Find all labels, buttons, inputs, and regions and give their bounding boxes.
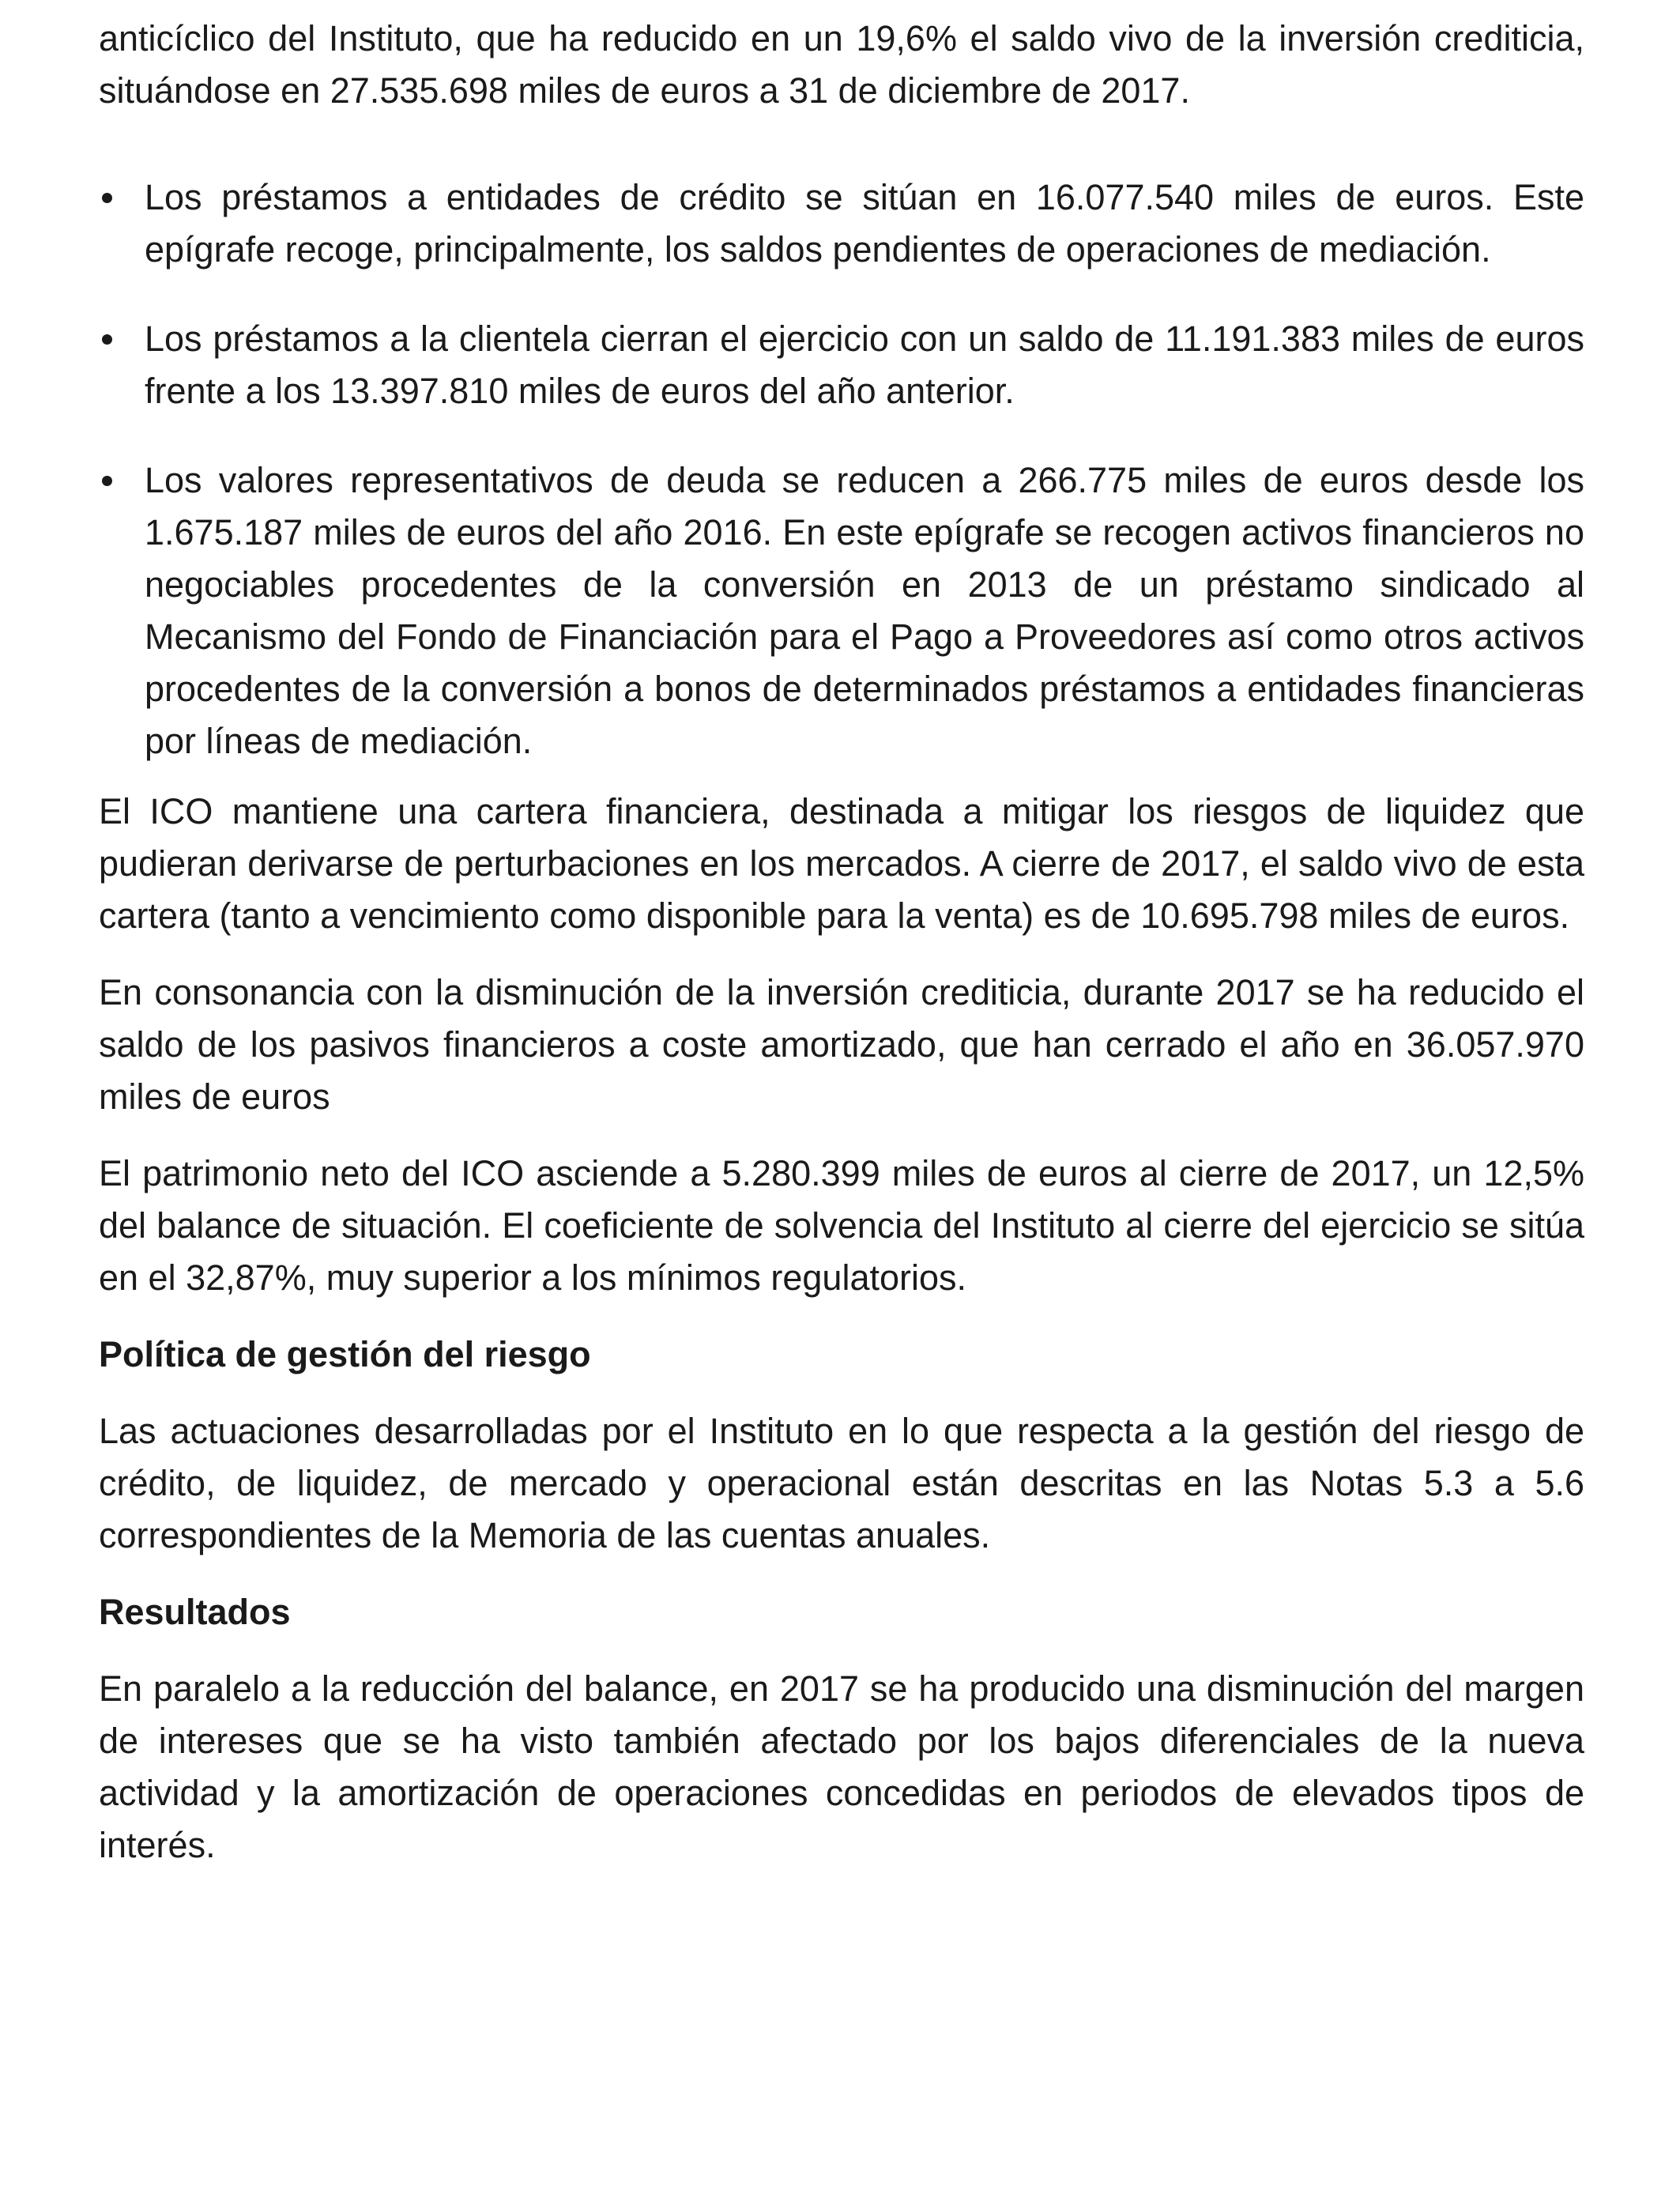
resultados-paragraph: En paralelo a la reducción del balance, en 2017 se ha producido una disminución del margen de intereses que se ha visto también afectado por los bajos diferenciales de la nueva actividad y la amortización de operaciones concedidas en periodos de elevados tipos de interés.	[99, 1668, 1584, 1865]
riesgo-paragraph: Las actuaciones desarrolladas por el Instituto en lo que respecta a la gestión del riesgo de crédito, de liquidez, de mercado y operacional están descritas en las Notas 5.3 a 5.6 correspondientes de la Memoria de las cuentas anuales.	[99, 1411, 1584, 1555]
bullet-icon	[102, 334, 112, 345]
list-item	[99, 172, 1584, 276]
bullet-list	[99, 172, 1584, 767]
patrimonio-paragraph: El patrimonio neto del ICO asciende a 5.280.399 miles de euros al cierre de 2017, un 12,5% del balance de situación. El coeficiente de solvencia del Instituto al cierre del ejercicio se sitúa en el 32,87%, muy superior a los mínimos regulatorios.	[99, 1153, 1584, 1298]
riesgo-heading: Política de gestión del riesgo	[99, 1334, 591, 1374]
bullet-text: Los préstamos a entidades de crédito se sitúan en 16.077.540 miles de euros. Este epígrafe recoge, principalmente, los saldos pendientes de operaciones de mediación.	[145, 177, 1584, 270]
bullet-icon	[102, 193, 112, 203]
bullet-icon	[102, 476, 112, 486]
pasivos-paragraph: En consonancia con la disminución de la inversión crediticia, durante 2017 se ha reducido el saldo de los pasivos financieros a coste amortizado, que han cerrado el año en 36.057.970 miles de euros	[99, 972, 1584, 1117]
list-item	[99, 454, 1584, 767]
intro-paragraph: anticíclico del Instituto, que ha reducido en un 19,6% el saldo vivo de la inversión crediticia, situándose en 27.535.698 miles de euros a 31 de diciembre de 2017.	[99, 18, 1584, 111]
list-item	[99, 313, 1584, 417]
resultados-heading: Resultados	[99, 1592, 291, 1632]
bullet-text: Los préstamos a la clientela cierran el ejercicio con un saldo de 11.191.383 miles de euros frente a los 13.397.810 miles de euros del año anterior.	[145, 319, 1584, 411]
document-page	[99, 13, 1584, 1872]
cartera-paragraph: El ICO mantiene una cartera financiera, destinada a mitigar los riesgos de liquidez que pudieran derivarse de perturbaciones en los mercados. A cierre de 2017, el saldo vivo de esta cartera (tanto a vencimiento como disponible para la venta) es de 10.695.798 miles de euros.	[99, 791, 1584, 936]
bullet-text: Los valores representativos de deuda se reducen a 266.775 miles de euros desde los 1.675.187 miles de euros del año 2016. En este epígrafe se recogen activos financieros no negociables procedentes de la conversión en 2013 de un préstamo sindicado al Mecanismo del Fondo de Financiación para el Pago a Proveedores así como otros activos procedentes de la conversión a bonos de determinados préstamos a entidades financieras por líneas de mediación.	[145, 460, 1584, 761]
